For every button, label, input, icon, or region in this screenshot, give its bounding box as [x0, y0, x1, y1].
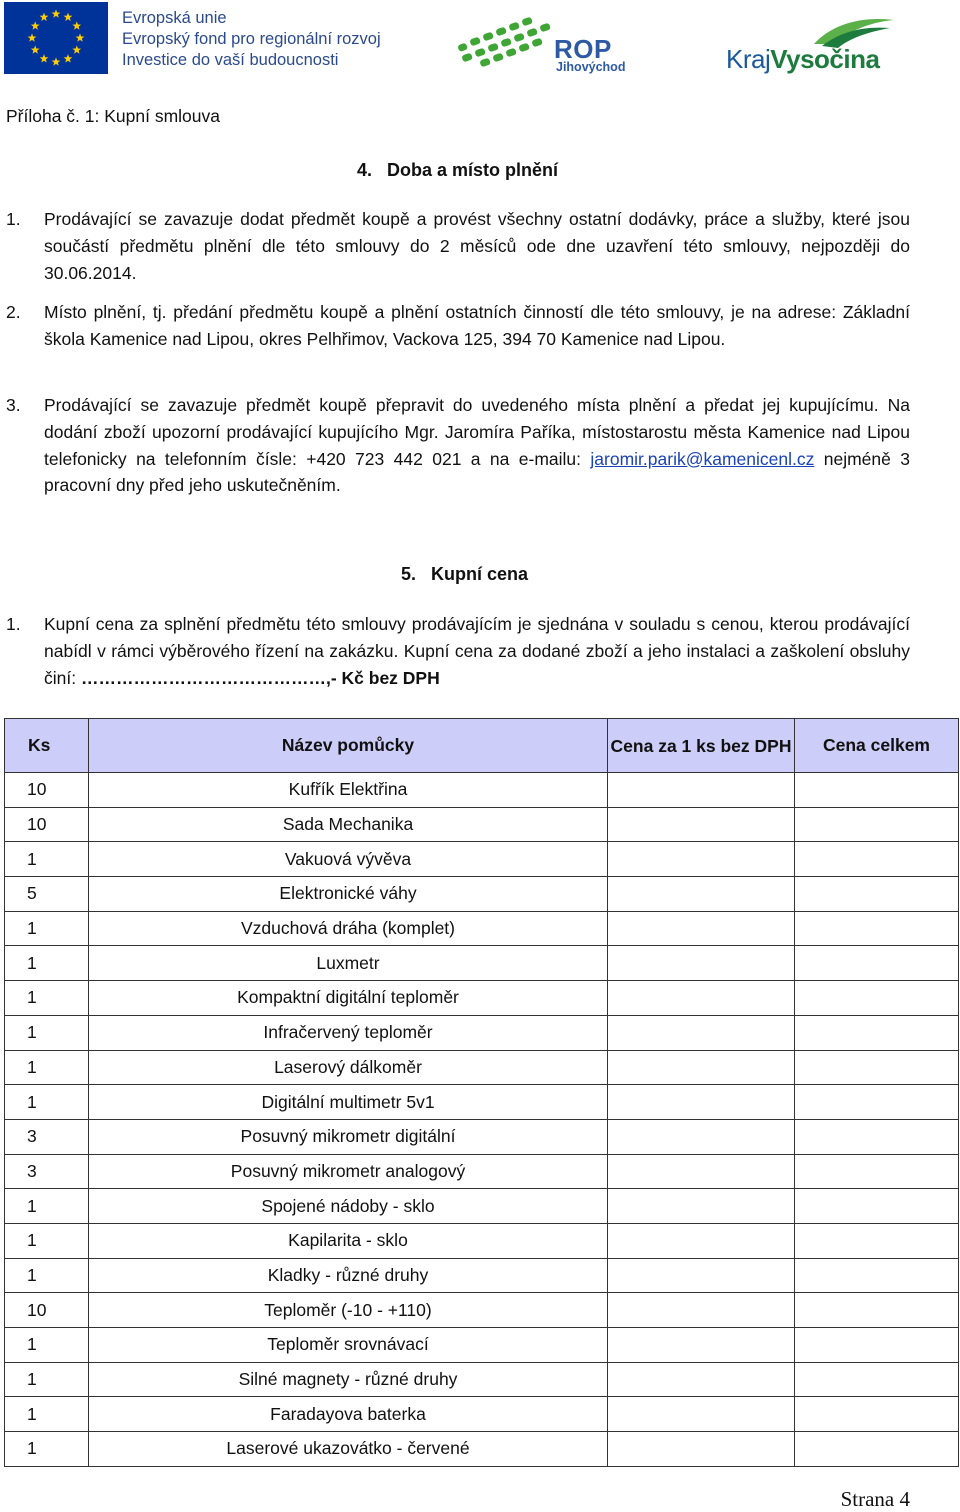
section-4-item-1-text: Prodávající se zavazuje dodat předmět koupě a provést všechny ostatní dodávky, práce a služby, které jsou součástí předmětu plnění dle této smlouvy do 2 měsíců ode dne uzavření této smlouvy, nejpozději do 30.06.2014. — [44, 209, 910, 283]
cell-qty: 1 — [5, 1223, 89, 1258]
eu-star-icon — [72, 45, 81, 53]
eu-star-icon — [40, 13, 49, 21]
cell-unit-price — [608, 946, 795, 981]
section-4-item-2-text: Místo plnění, tj. předání předmětu koupě a plnění ostatních činností dle této smlouvy, je na adrese: Základní škola Kamenice nad Lipou, okres Pelhřimov, Vackova 125, 394 70 Kamenice nad Lipou. — [44, 302, 910, 349]
table-row — [5, 1154, 959, 1189]
cell-total-price — [795, 1362, 959, 1397]
section-5-heading: 5. Kupní cena — [401, 564, 529, 584]
cell-item-name: Kompaktní digitální teploměr — [89, 981, 608, 1016]
cell-item-name: Kapilarita - sklo — [89, 1223, 608, 1258]
cell-unit-price — [608, 1432, 795, 1467]
cell-total-price — [795, 1432, 959, 1467]
eu-line-2: Evropský fond pro regionální rozvoj — [122, 30, 381, 48]
section-4-item-3-text-after: nejméně 3 pracovní dny před jeho uskutečněním. — [44, 448, 910, 496]
cell-item-name: Laserový dálkoměr — [89, 1050, 608, 1085]
eu-star-icon — [31, 45, 40, 53]
cell-qty: 1 — [5, 1050, 89, 1085]
table-body — [5, 773, 959, 1467]
table-row — [5, 1293, 959, 1328]
cell-total-price — [795, 1154, 959, 1189]
cell-qty: 1 — [5, 1397, 89, 1432]
cell-unit-price — [608, 911, 795, 946]
cell-total-price — [795, 1293, 959, 1328]
cell-total-price — [795, 807, 959, 842]
cell-item-name: Spojené nádoby - sklo — [89, 1189, 608, 1224]
attachment-title: Příloha č. 1: Kupní smlouva — [6, 106, 220, 126]
cell-item-name: Sada Mechanika — [89, 807, 608, 842]
table-row — [5, 1328, 959, 1363]
cell-qty: 3 — [5, 1119, 89, 1154]
cell-qty: 10 — [5, 807, 89, 842]
cell-unit-price — [608, 981, 795, 1016]
table-row — [5, 773, 959, 808]
table-row — [5, 981, 959, 1016]
cell-total-price — [795, 1085, 959, 1120]
goods-table — [4, 718, 959, 1467]
cell-qty: 1 — [5, 1362, 89, 1397]
table-row — [5, 1050, 959, 1085]
cell-qty: 1 — [5, 1432, 89, 1467]
kraj-prefix: Kraj — [726, 44, 771, 74]
kraj-logo-text — [726, 44, 879, 75]
cell-qty: 5 — [5, 877, 89, 912]
section-4-item-2-number: 2. — [6, 302, 21, 322]
column-header-name: Název pomůcky — [89, 719, 608, 773]
cell-item-name: Faradayova baterka — [89, 1397, 608, 1432]
table-header-row — [5, 719, 959, 773]
eu-star-icon — [28, 33, 37, 41]
cell-item-name: Posuvný mikrometr digitální — [89, 1119, 608, 1154]
cell-unit-price — [608, 1397, 795, 1432]
cell-total-price — [795, 1258, 959, 1293]
eu-flag-logo — [4, 2, 108, 74]
section-4-item-1-number: 1. — [6, 209, 21, 229]
cell-total-price — [795, 981, 959, 1016]
cell-total-price — [795, 1050, 959, 1085]
cell-qty: 3 — [5, 1154, 89, 1189]
eu-star-icon — [52, 57, 61, 65]
section-5-item-1-number: 1. — [6, 614, 21, 634]
cell-total-price — [795, 877, 959, 912]
cell-unit-price — [608, 1223, 795, 1258]
cell-item-name: Kladky - různé druhy — [89, 1258, 608, 1293]
price-placeholder: ……………………………………,- Kč bez DPH — [80, 667, 440, 688]
section-4-heading: 4. Doba a místo plnění — [357, 160, 559, 180]
rop-title: ROP — [554, 34, 612, 64]
eu-star-icon — [52, 9, 61, 17]
cell-qty: 1 — [5, 1015, 89, 1050]
cell-item-name: Kufřík Elektřina — [89, 773, 608, 808]
cell-item-name: Vzduchová dráha (komplet) — [89, 911, 608, 946]
cell-item-name: Elektronické váhy — [89, 877, 608, 912]
table-row — [5, 1119, 959, 1154]
table-row — [5, 911, 959, 946]
cell-qty: 1 — [5, 1328, 89, 1363]
rop-subtitle: Jihovýchod — [556, 60, 626, 74]
cell-unit-price — [608, 1085, 795, 1120]
table-row — [5, 1223, 959, 1258]
column-header-total-price: Cena celkem — [795, 719, 959, 773]
cell-qty: 1 — [5, 842, 89, 877]
cell-qty: 1 — [5, 1189, 89, 1224]
page-number: Strana 4 — [840, 1487, 910, 1511]
cell-unit-price — [608, 1154, 795, 1189]
cell-unit-price — [608, 877, 795, 912]
cell-item-name: Infračervený teploměr — [89, 1015, 608, 1050]
eu-star-icon — [76, 33, 85, 41]
cell-total-price — [795, 1397, 959, 1432]
table-row — [5, 1189, 959, 1224]
table-row — [5, 1432, 959, 1467]
cell-total-price — [795, 1223, 959, 1258]
section-4-item-3-text — [44, 392, 910, 499]
eu-line-1: Evropská unie — [122, 9, 227, 27]
cell-item-name: Teploměr (-10 - +110) — [89, 1293, 608, 1328]
cell-unit-price — [608, 1015, 795, 1050]
eu-star-icon — [40, 54, 49, 62]
cell-item-name: Silné magnety - různé druhy — [89, 1362, 608, 1397]
section-5-item-1-text — [44, 611, 910, 691]
table-row — [5, 807, 959, 842]
cell-unit-price — [608, 773, 795, 808]
cell-total-price — [795, 1119, 959, 1154]
section-5-item-1-text-body: Kupní cena za splnění předmětu této smlouvy prodávajícím je sjednána v souladu s cenou, kterou prodávající nabídl v rámci výběrového řízení na zakázku. Kupní cena za dodané zboží a jeho instalaci a zaškolení obsluhy činí: — [44, 614, 910, 688]
cell-unit-price — [608, 1362, 795, 1397]
cell-qty: 1 — [5, 946, 89, 981]
cell-total-price — [795, 946, 959, 981]
cell-qty: 1 — [5, 1258, 89, 1293]
kraj-name: Vysočina — [770, 44, 880, 74]
table-row — [5, 1362, 959, 1397]
eu-logo-text — [122, 8, 381, 71]
cell-unit-price — [608, 1189, 795, 1224]
cell-qty: 1 — [5, 981, 89, 1016]
eu-star-icon — [31, 21, 40, 29]
table-row — [5, 877, 959, 912]
cell-unit-price — [608, 842, 795, 877]
column-header-qty: Ks — [5, 719, 89, 773]
cell-unit-price — [608, 1119, 795, 1154]
eu-star-icon — [72, 21, 81, 29]
table-row — [5, 1085, 959, 1120]
cell-item-name: Teploměr srovnávací — [89, 1328, 608, 1363]
cell-total-price — [795, 842, 959, 877]
cell-unit-price — [608, 1050, 795, 1085]
cell-unit-price — [608, 1293, 795, 1328]
cell-item-name: Vakuová vývěva — [89, 842, 608, 877]
cell-total-price — [795, 773, 959, 808]
cell-total-price — [795, 1189, 959, 1224]
eu-stars-icon — [4, 2, 108, 74]
table-row — [5, 1258, 959, 1293]
column-header-unit-price: Cena za 1 ks bez DPH — [608, 719, 795, 773]
cell-total-price — [795, 1328, 959, 1363]
table-row — [5, 842, 959, 877]
cell-unit-price — [608, 1258, 795, 1293]
eu-line-3: Investice do vaší budoucnosti — [122, 51, 339, 69]
eu-star-icon — [64, 54, 73, 62]
section-4-item-3-text-before: Prodávající se zavazuje předmět koupě přepravit do uvedeného místa plnění a předat jej kupujícímu. Na dodání zboží upozorní prodávající kupujícího Mgr. Jaromíra Paříka, místostarostu města Kamenice nad Lipou telefonicky na telefonním čísle: +420 723 442 021 a na e-mailu: — [44, 395, 910, 469]
section-4-item-3-number: 3. — [6, 395, 21, 415]
cell-qty: 1 — [5, 911, 89, 946]
table-row — [5, 1015, 959, 1050]
cell-unit-price — [608, 1328, 795, 1363]
eu-star-icon — [64, 13, 73, 21]
email-link[interactable]: jaromir.parik@kamenicenl.cz — [590, 448, 815, 469]
cell-item-name: Luxmetr — [89, 946, 608, 981]
cell-item-name: Posuvný mikrometr analogový — [89, 1154, 608, 1189]
table-row — [5, 1397, 959, 1432]
cell-item-name: Digitální multimetr 5v1 — [89, 1085, 608, 1120]
cell-total-price — [795, 1015, 959, 1050]
cell-qty: 1 — [5, 1085, 89, 1120]
cell-qty: 10 — [5, 1293, 89, 1328]
cell-qty: 10 — [5, 773, 89, 808]
cell-total-price — [795, 911, 959, 946]
cell-item-name: Laserové ukazovátko - červené — [89, 1432, 608, 1467]
table-row — [5, 946, 959, 981]
cell-unit-price — [608, 807, 795, 842]
